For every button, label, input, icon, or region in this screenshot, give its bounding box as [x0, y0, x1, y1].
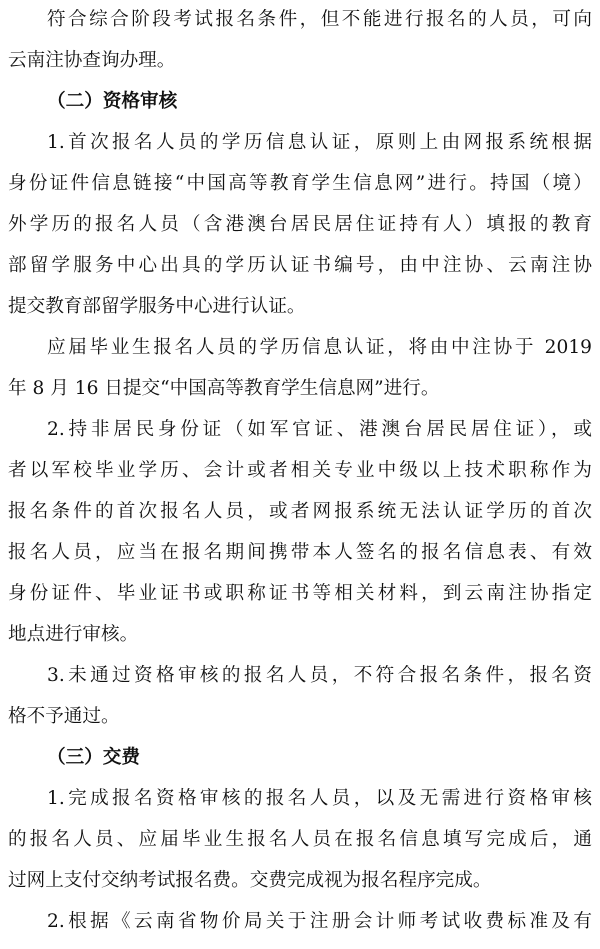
text-line-1: 符合综合阶段考试报名条件，但不能进行报名的人员，可向 [47, 9, 592, 30]
text-line-5: 身份证件信息链接“中国高等教育学生信息网”进行。持国（境） [8, 173, 592, 194]
text-line-12: 者以军校毕业学历、会计或者相关专业中级以上技术职称作为 [8, 460, 592, 481]
text-line-16: 地点进行审核。 [8, 624, 139, 645]
text-line-8: 提交教育部留学服务中心进行认证。 [8, 296, 306, 317]
section-heading-fee-payment: （三）交费 [47, 747, 140, 768]
text-line-22: 过网上支付交纳考试报名费。交费完成视为报名程序完成。 [8, 870, 492, 891]
text-line-20: 1.完成报名资格审核的报名人员，以及无需进行资格审核 [47, 788, 592, 809]
text-line-23: 2.根据《云南省物价局关于注册会计师考试收费标准及有 [47, 911, 592, 932]
text-line-4: 1.首次报名人员的学历信息认证，原则上由网报系统根据 [47, 132, 592, 153]
text-line-14: 报名人员，应当在报名期间携带本人签名的报名信息表、有效 [8, 542, 592, 563]
section-heading-qualification-review: （二）资格审核 [47, 91, 178, 112]
text-line-2: 云南注协查询办理。 [8, 50, 176, 71]
text-line-6: 外学历的报名人员（含港澳台居民居住证持有人）填报的教育 [8, 214, 592, 235]
text-line-15: 身份证件、毕业证书或职称证书等相关材料，到云南注协指定 [8, 583, 592, 604]
text-line-7: 部留学服务中心出具的学历认证书编号，由中注协、云南注协 [8, 255, 592, 276]
text-line-10: 年 8 月 16 日提交“中国高等教育学生信息网”进行。 [8, 378, 440, 399]
text-line-11: 2.持非居民身份证（如军官证、港澳台居民居住证），或 [47, 419, 592, 440]
text-line-9: 应届毕业生报名人员的学历信息认证，将由中注协于 2019 [47, 337, 592, 358]
text-line-13: 报名条件的首次报名人员，或者网报系统无法认证学历的首次 [8, 501, 592, 522]
text-line-17: 3.未通过资格审核的报名人员，不符合报名条件，报名资 [47, 665, 592, 686]
text-line-18: 格不予通过。 [8, 706, 120, 727]
text-line-21: 的报名人员、应届毕业生报名人员在报名信息填写完成后，通 [8, 829, 592, 850]
